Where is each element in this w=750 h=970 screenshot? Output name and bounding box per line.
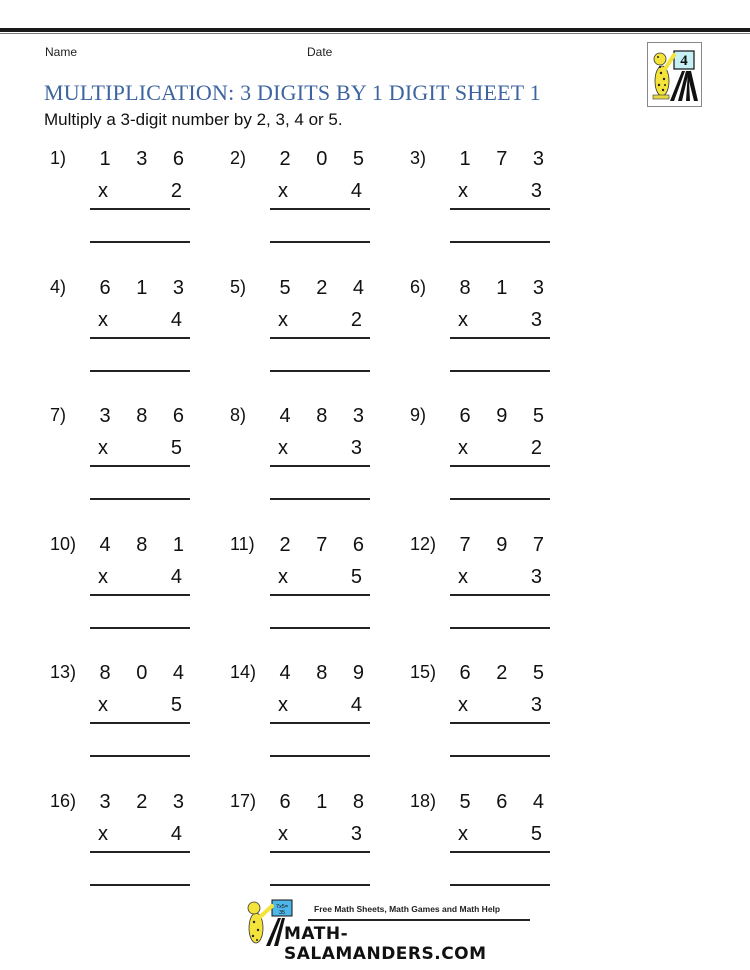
svg-text:35: 35 [278, 910, 286, 916]
problem-12 [410, 534, 554, 644]
times-sign: x [458, 437, 468, 459]
problem-number: 16) [50, 791, 77, 811]
multiplier-row [270, 180, 370, 206]
multiplier-row [270, 823, 370, 849]
product-line [270, 851, 370, 853]
problem-5 [230, 277, 374, 387]
times-sign: x [278, 437, 288, 459]
problem-number: 7) [50, 405, 67, 425]
multiplier-row [450, 437, 550, 463]
problem-15 [410, 662, 554, 772]
multiplicand: 2 7 6 [279, 534, 374, 556]
top-rule-thin [0, 33, 750, 34]
multiplicand: 7 9 7 [459, 534, 554, 556]
top-rule [0, 28, 750, 32]
name-label: Name [45, 45, 78, 59]
footer-rule [308, 919, 530, 921]
problem-number: 10) [50, 534, 77, 554]
multiplier: 5 [170, 694, 182, 716]
times-sign: x [98, 823, 108, 845]
problem-number: 8) [230, 405, 247, 425]
multiplicand: 5 6 4 [459, 791, 554, 813]
problem-7 [50, 405, 194, 515]
product-line [270, 465, 370, 467]
answer-line[interactable] [270, 884, 370, 886]
answer-line[interactable] [450, 755, 550, 757]
answer-line[interactable] [450, 498, 550, 500]
multiplier-row [450, 694, 550, 720]
multiplicand: 1 7 3 [459, 148, 554, 170]
multiplicand: 8 1 3 [459, 277, 554, 299]
instructions: Multiply a 3-digit number by 2, 3, 4 or 5. [44, 110, 343, 129]
multiplier: 5 [350, 566, 362, 588]
multiplier-row [90, 180, 190, 206]
answer-line[interactable] [450, 241, 550, 243]
problem-11 [230, 534, 374, 644]
multiplicand: 6 1 3 [99, 277, 194, 299]
footer-tagline: Free Math Sheets, Math Games and Math Help [314, 904, 501, 914]
problem-3 [410, 148, 554, 258]
multiplier: 3 [350, 823, 362, 845]
page-title: MULTIPLICATION: 3 DIGITS BY 1 DIGIT SHEET 1 [44, 80, 541, 105]
multiplier-row [90, 694, 190, 720]
problem-number: 14) [230, 662, 257, 682]
multiplier: 5 [170, 437, 182, 459]
multiplier-row [450, 309, 550, 335]
product-line [450, 337, 550, 339]
multiplicand: 5 2 4 [279, 277, 374, 299]
problem-number: 6) [410, 277, 427, 297]
product-line [270, 208, 370, 210]
answer-line[interactable] [90, 498, 190, 500]
problem-18 [410, 791, 554, 901]
product-line [270, 722, 370, 724]
multiplicand: 6 1 8 [279, 791, 374, 813]
problem-10 [50, 534, 194, 644]
multiplier-row [90, 309, 190, 335]
times-sign: x [278, 309, 288, 331]
svg-text:7x5=: 7x5= [275, 904, 289, 910]
times-sign: x [278, 694, 288, 716]
product-line [90, 337, 190, 339]
times-sign: x [458, 694, 468, 716]
multiplier: 3 [530, 694, 542, 716]
answer-line[interactable] [90, 370, 190, 372]
times-sign: x [98, 309, 108, 331]
multiplier-row [450, 566, 550, 592]
multiplier-row [450, 823, 550, 849]
problem-number: 4) [50, 277, 67, 297]
footer-site-name: MATH-SALAMANDERS.COM [284, 924, 487, 964]
problem-number: 5) [230, 277, 247, 297]
product-line [270, 594, 370, 596]
multiplier: 4 [170, 823, 182, 845]
answer-line[interactable] [90, 884, 190, 886]
answer-line[interactable] [270, 498, 370, 500]
problem-number: 12) [410, 534, 437, 554]
multiplier-row [90, 566, 190, 592]
multiplier: 3 [350, 437, 362, 459]
times-sign: x [278, 823, 288, 845]
times-sign: x [98, 437, 108, 459]
multiplier-row [270, 437, 370, 463]
product-line [450, 208, 550, 210]
problem-number: 17) [230, 791, 257, 811]
product-line [90, 722, 190, 724]
times-sign: x [278, 566, 288, 588]
multiplier: 4 [170, 566, 182, 588]
product-line [90, 208, 190, 210]
answer-line[interactable] [450, 370, 550, 372]
times-sign: x [98, 694, 108, 716]
times-sign: x [98, 566, 108, 588]
multiplier: 3 [530, 180, 542, 202]
multiplicand: 4 8 3 [279, 405, 374, 427]
problem-number: 3) [410, 148, 427, 168]
product-line [450, 594, 550, 596]
multiplier-row [270, 566, 370, 592]
product-line [450, 851, 550, 853]
multiplier: 3 [530, 309, 542, 331]
problem-number: 18) [410, 791, 437, 811]
salamander-logo [647, 42, 702, 107]
times-sign: x [98, 180, 108, 202]
problem-16 [50, 791, 194, 901]
multiplier: 2 [530, 437, 542, 459]
answer-line[interactable] [270, 755, 370, 757]
problem-number: 15) [410, 662, 437, 682]
multiplier-row [90, 823, 190, 849]
product-line [270, 337, 370, 339]
multiplicand: 8 0 4 [99, 662, 194, 684]
answer-line[interactable] [450, 884, 550, 886]
answer-line[interactable] [270, 241, 370, 243]
multiplicand: 3 2 3 [99, 791, 194, 813]
date-label: Date [307, 45, 333, 59]
problem-1 [50, 148, 194, 258]
problem-2 [230, 148, 374, 258]
multiplicand: 3 8 6 [99, 405, 194, 427]
problem-4 [50, 277, 194, 387]
product-line [90, 594, 190, 596]
multiplier-row [90, 437, 190, 463]
multiplicand: 4 8 9 [279, 662, 374, 684]
answer-line[interactable] [270, 627, 370, 629]
salamander-easel-icon [648, 43, 701, 106]
times-sign: x [458, 180, 468, 202]
multiplier: 2 [170, 180, 182, 202]
problem-number: 11) [230, 534, 255, 554]
times-sign: x [458, 566, 468, 588]
problem-14 [230, 662, 374, 772]
product-line [90, 851, 190, 853]
problem-6 [410, 277, 554, 387]
multiplier: 4 [170, 309, 182, 331]
multiplier-row [450, 180, 550, 206]
multiplicand: 2 0 5 [279, 148, 374, 170]
svg-text:4: 4 [680, 53, 688, 69]
problem-number: 13) [50, 662, 77, 682]
multiplier-row [270, 694, 370, 720]
product-line [90, 465, 190, 467]
multiplicand: 6 9 5 [459, 405, 554, 427]
answer-line[interactable] [90, 755, 190, 757]
times-sign: x [278, 180, 288, 202]
answer-line[interactable] [450, 627, 550, 629]
problem-number: 2) [230, 148, 247, 168]
multiplier: 3 [530, 566, 542, 588]
problem-number: 1) [50, 148, 67, 168]
multiplier: 4 [350, 694, 362, 716]
multiplicand: 6 2 5 [459, 662, 554, 684]
answer-line[interactable] [270, 370, 370, 372]
answer-line[interactable] [90, 627, 190, 629]
problem-8 [230, 405, 374, 515]
multiplier: 2 [350, 309, 362, 331]
times-sign: x [458, 823, 468, 845]
multiplier: 5 [530, 823, 542, 845]
problem-number: 9) [410, 405, 427, 425]
multiplier-row [270, 309, 370, 335]
product-line [450, 465, 550, 467]
problem-9 [410, 405, 554, 515]
times-sign: x [458, 309, 468, 331]
footer-brand [240, 898, 530, 964]
problem-13 [50, 662, 194, 772]
multiplicand: 1 3 6 [99, 148, 194, 170]
problem-17 [230, 791, 374, 901]
product-line [450, 722, 550, 724]
multiplier: 4 [350, 180, 362, 202]
multiplicand: 4 8 1 [99, 534, 194, 556]
answer-line[interactable] [90, 241, 190, 243]
